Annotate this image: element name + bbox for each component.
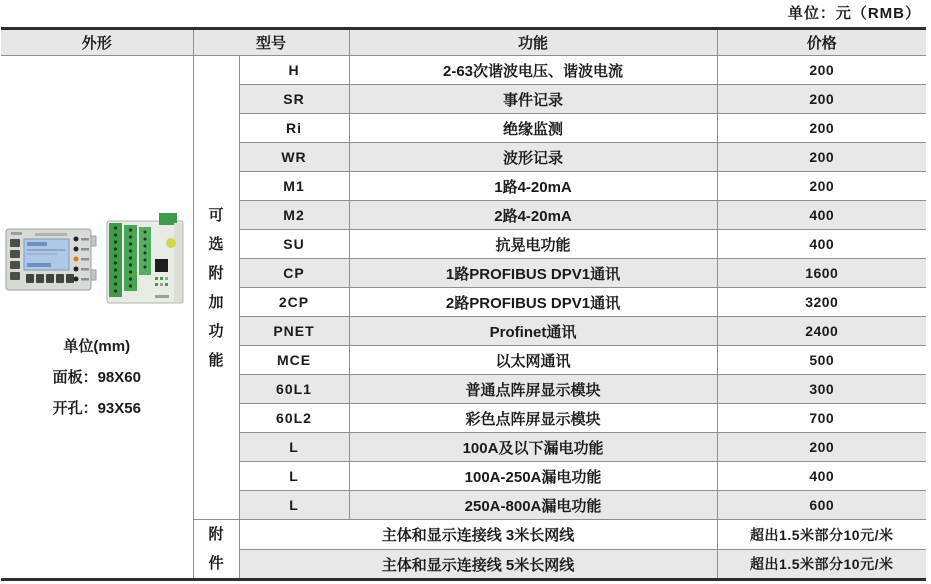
- model-cell: 2CP: [239, 288, 349, 317]
- col-header-appearance: 外形: [1, 29, 193, 56]
- group-cell-accessories: [193, 520, 239, 580]
- price-cell: 超出1.5米部分10元/米: [717, 550, 926, 580]
- model-cell: M2: [239, 201, 349, 230]
- price-cell: 300: [717, 375, 926, 404]
- dimension-info: [53, 331, 141, 424]
- function-cell: 主体和显示连接线 3米长网线: [239, 520, 717, 550]
- price-cell: 700: [717, 404, 926, 433]
- function-cell: 1路PROFIBUS DPV1通讯: [349, 259, 717, 288]
- model-cell: M1: [239, 172, 349, 201]
- model-cell: H: [239, 56, 349, 85]
- price-cell: 500: [717, 346, 926, 375]
- cutout-size-label: 开孔：93X56: [52, 399, 141, 417]
- model-cell: MCE: [239, 346, 349, 375]
- group-label-optional-functions: 可选附加功能: [208, 206, 224, 369]
- col-header-function: 功能: [349, 29, 717, 56]
- model-cell: 60L1: [239, 375, 349, 404]
- price-cell: 400: [717, 230, 926, 259]
- model-cell: L: [239, 462, 349, 491]
- price-cell: 600: [717, 491, 926, 520]
- price-cell: 200: [717, 85, 926, 114]
- price-cell: 200: [717, 143, 926, 172]
- model-cell: CP: [239, 259, 349, 288]
- price-cell: 400: [717, 201, 926, 230]
- model-cell: L: [239, 433, 349, 462]
- model-cell: SR: [239, 85, 349, 114]
- header-row: [1, 29, 926, 56]
- function-cell: 2路PROFIBUS DPV1通讯: [349, 288, 717, 317]
- price-cell: 200: [717, 433, 926, 462]
- function-cell: 普通点阵屏显示模块: [349, 375, 717, 404]
- price-cell: 200: [717, 56, 926, 85]
- function-cell: 100A-250A漏电功能: [349, 462, 717, 491]
- price-cell: 2400: [717, 317, 926, 346]
- function-cell: 彩色点阵屏显示模块: [349, 404, 717, 433]
- device-images: [5, 211, 189, 309]
- function-cell: Profinet通讯: [349, 317, 717, 346]
- din-rail-module-image: [103, 211, 189, 309]
- col-header-model: 型号: [193, 29, 349, 56]
- model-cell: SU: [239, 230, 349, 259]
- price-cell: 1600: [717, 259, 926, 288]
- function-cell: 主体和显示连接线 5米长网线: [239, 550, 717, 580]
- function-cell: 绝缘监测: [349, 114, 717, 143]
- price-cell: 200: [717, 114, 926, 143]
- model-cell: Ri: [239, 114, 349, 143]
- model-cell: 60L2: [239, 404, 349, 433]
- price-cell: 超出1.5米部分10元/米: [717, 520, 926, 550]
- price-cell: 3200: [717, 288, 926, 317]
- model-cell: WR: [239, 143, 349, 172]
- dimension-unit-label: 单位(mm): [63, 337, 131, 355]
- table-body: [1, 56, 926, 580]
- model-cell: PNET: [239, 317, 349, 346]
- table-row: [1, 56, 926, 85]
- function-cell: 2路4-20mA: [349, 201, 717, 230]
- group-label-accessories: 附件: [208, 526, 224, 572]
- panel-size-label: 面板：98X60: [52, 368, 141, 386]
- group-cell-optional-functions: [193, 56, 239, 520]
- function-cell: 抗晃电功能: [349, 230, 717, 259]
- function-cell: 2-63次谐波电压、谐波电流: [349, 56, 717, 85]
- function-cell: 1路4-20mA: [349, 172, 717, 201]
- function-cell: 以太网通讯: [349, 346, 717, 375]
- price-table: [1, 27, 926, 581]
- function-cell: 250A-800A漏电功能: [349, 491, 717, 520]
- appearance-cell: [1, 56, 193, 580]
- col-header-price: 价格: [717, 29, 926, 56]
- panel-display-module-image: [5, 228, 97, 292]
- model-cell: L: [239, 491, 349, 520]
- function-cell: 波形记录: [349, 143, 717, 172]
- function-cell: 100A及以下漏电功能: [349, 433, 717, 462]
- unit-note: 单位：元（RMB）: [787, 5, 921, 22]
- price-cell: 400: [717, 462, 926, 491]
- price-cell: 200: [717, 172, 926, 201]
- function-cell: 事件记录: [349, 85, 717, 114]
